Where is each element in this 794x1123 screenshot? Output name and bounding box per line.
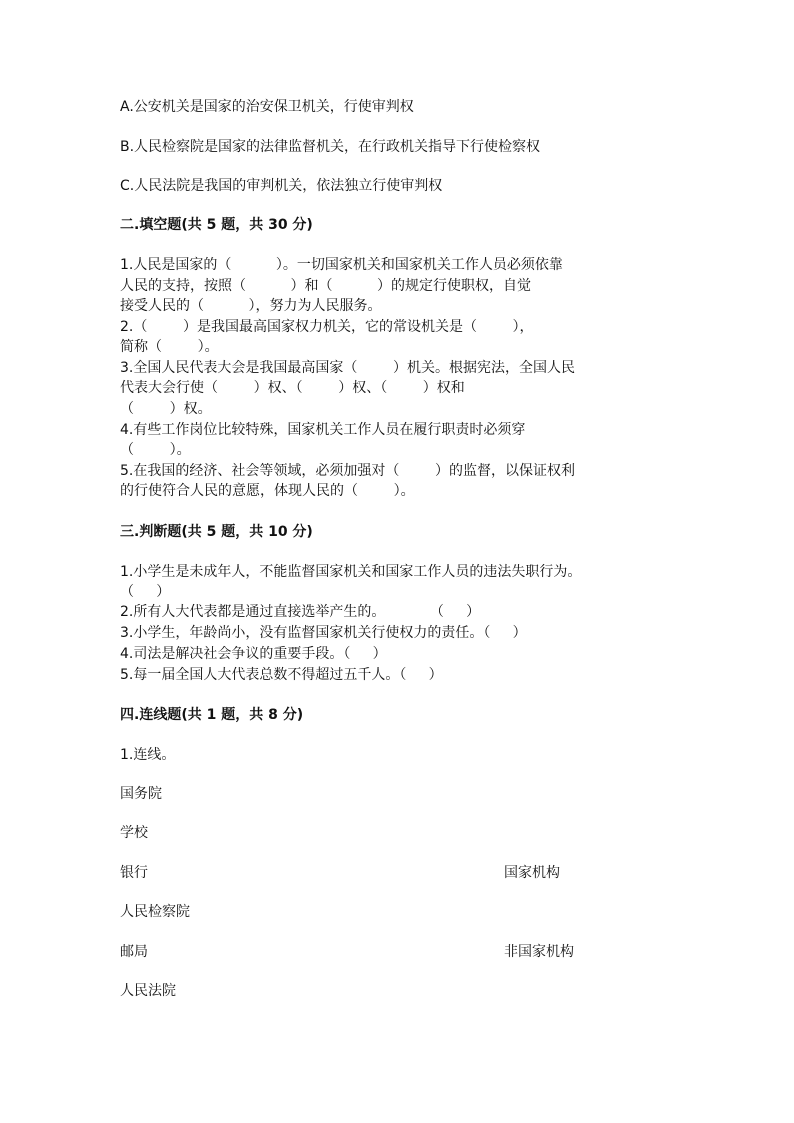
section-title-fill-in: 二.填空题(共 5 题，共 30 分) (120, 217, 313, 233)
fill-line: 人民的支持，按照（ ）和（ ）的规定行使职权，自觉 (120, 278, 532, 294)
judge-line: 2.所有人大代表都是通过直接选举产生的。 （ ） (120, 604, 481, 620)
match-right-item: 国家机构 (504, 865, 560, 881)
fill-line: 1.人民是国家的（ ）。一切国家机关和国家机关工作人员必须依靠 (120, 257, 563, 273)
match-left-item: 人民检察院 (120, 904, 190, 920)
fill-line: （ ）权。 (120, 401, 212, 417)
match-left-item: 银行 (120, 865, 148, 881)
judge-line: （ ） (120, 584, 171, 600)
fill-line: 简称（ ）。 (120, 339, 219, 355)
match-left-item: 人民法院 (120, 983, 176, 999)
judge-line: 5.每一届全国人大代表总数不得超过五千人。（ ） (120, 667, 443, 683)
option-c: C.人民法院是我国的审判机关，依法独立行使审判权 (120, 178, 443, 194)
judge-line: 1.小学生是未成年人，不能监督国家机关和国家工作人员的违法失职行为。 (120, 564, 582, 580)
fill-line: 接受人民的（ ），努力为人民服务。 (120, 298, 382, 314)
section-title-true-false: 三.判断题(共 5 题，共 10 分) (120, 524, 313, 540)
match-left-item: 国务院 (120, 786, 162, 802)
fill-line: 3.全国人民代表大会是我国最高国家（ ）机关。根据宪法，全国人民 (120, 360, 575, 376)
fill-line: 代表大会行使（ ）权、（ ）权、（ ）权和 (120, 380, 465, 396)
judge-line: 3.小学生，年龄尚小，没有监督国家机关行使权力的责任。（ ） (120, 625, 527, 641)
matching-question: 1.连线。 (120, 747, 176, 763)
option-b: B.人民检察院是国家的法律监督机关，在行政机关指导下行使检察权 (120, 139, 541, 155)
match-left-item: 学校 (120, 825, 148, 841)
fill-line: 2.（ ）是我国最高国家权力机关，它的常设机关是（ ）， (120, 319, 534, 335)
option-a: A.公安机关是国家的治安保卫机关，行使审判权 (120, 99, 414, 115)
section-title-matching: 四.连线题(共 1 题，共 8 分) (120, 707, 304, 723)
fill-line: （ ）。 (120, 442, 191, 458)
fill-line: 4.有些工作岗位比较特殊，国家机关工作人员在履行职责时必须穿 (120, 422, 526, 438)
fill-line: 5.在我国的经济、社会等领域，必须加强对（ ）的监督，以保证权利 (120, 463, 575, 479)
fill-line: 的行使符合人民的意愿，体现人民的（ ）。 (120, 483, 415, 499)
match-left-item: 邮局 (120, 944, 148, 960)
judge-line: 4.司法是解决社会争议的重要手段。（ ） (120, 646, 387, 662)
match-right-item: 非国家机构 (504, 944, 574, 960)
